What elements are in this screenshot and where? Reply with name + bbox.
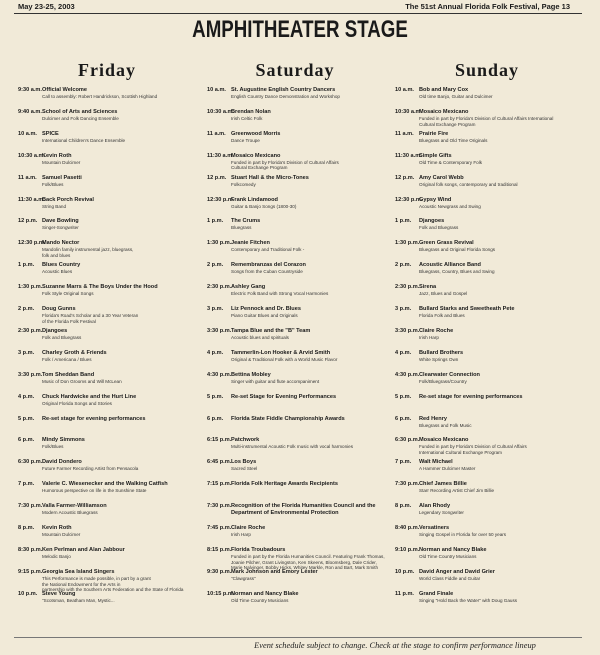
entry-time: 1 p.m. — [18, 262, 35, 269]
publication-title: The 51st Annual Florida Folk Festival, Page 13 — [405, 2, 570, 11]
entry-act-name: Djangoes — [42, 327, 68, 334]
entry-act-name: Grand Finale — [419, 590, 454, 597]
entry-description: Folk and Bluegrass — [419, 225, 459, 231]
entry-act-name: Mosaico Mexicano — [231, 152, 281, 159]
entry-description: Dulcimer and Folk Dancing Ensemble — [42, 115, 119, 121]
entry-description: Folkcomedy — [231, 181, 256, 187]
day-heading-friday: Friday — [78, 60, 136, 80]
entry-description: A Hammer Dulcimer Master — [419, 466, 476, 472]
entry-act-name: Stuart Hall & the Micro-Tones — [231, 174, 309, 181]
entry-act-name: Red Henry — [419, 415, 447, 422]
entry-act-name: Liz Pennock and Dr. Blues — [231, 306, 301, 312]
entry-description: English Country Dance Demonstration and Workshop — [231, 94, 340, 99]
entry-description: Irish Harp — [419, 334, 439, 340]
entry-description: Acoustic Newgrass and Swing — [419, 203, 481, 209]
entry-time: 6:15 p.m. — [207, 437, 232, 444]
entry-time: 8:30 p.m. — [18, 546, 43, 553]
entry-time: 10:30 a.m. — [207, 108, 235, 115]
entry-time: 2 p.m. — [18, 306, 35, 312]
entry-time: 3:30 p.m. — [395, 327, 420, 334]
entry-act-name: Samuel Pasetti — [42, 174, 82, 181]
entry-act-name: Kevin Roth — [42, 525, 72, 531]
entry-time: 11 a.m. — [207, 130, 226, 137]
entry-act-name: Frank Lindamood — [231, 196, 278, 203]
entry-time: 3 p.m. — [18, 349, 35, 356]
entry-time: 4 p.m. — [207, 349, 224, 356]
entry-description: Singing Gospel in Florida for over 50 years — [419, 532, 507, 537]
entry-act-name: Claire Roche — [419, 327, 454, 334]
entry-description: Modern Acoustic Bluegrass — [42, 510, 98, 516]
entry-act-name: Patchwork — [231, 437, 260, 444]
entry-time: 12 p.m. — [207, 174, 227, 181]
entry-description: Old time Banjo, Guitar and Dulcimer — [419, 94, 493, 99]
entry-act-name: Back Porch Revival — [42, 196, 94, 203]
entry-time: 12:30 p.m. — [207, 196, 235, 203]
entry-description: World Class Fiddle and Guitar — [419, 575, 481, 581]
entry-description: Starr Recording Artist Chief Jim Billie — [419, 488, 495, 494]
entry-description: Mandolin family instrumental jazz, bluegrass, — [42, 247, 134, 253]
entry-act-name: Suzanne Marrs & The Boys Under the Hood — [42, 284, 158, 291]
entry-act-name: David Anger and David Grier — [419, 568, 495, 575]
entry-time: 1 p.m. — [395, 218, 412, 225]
entry-time: 10:15 p.m. — [207, 590, 235, 597]
entry-description: Bluegrass, Country, Blues and Swing — [419, 269, 495, 275]
entry-time: 4 p.m. — [18, 393, 35, 400]
entry-time: 4 p.m. — [395, 349, 412, 356]
entry-description: Folk/Blues — [42, 181, 64, 187]
entry-description: Irish Harp — [231, 532, 251, 537]
entry-act-name: Georgia Sea Island Singers — [42, 568, 115, 575]
entry-description: Acoustic Blues — [42, 269, 73, 275]
entry-time: 9:15 p.m. — [18, 568, 43, 575]
entry-description: Mountain Dulcimer — [42, 532, 81, 537]
entry-act-name: Mosaico Mexicano — [419, 437, 469, 444]
entry-description: International Cultural Exchange Program — [419, 450, 502, 456]
entry-time: 3:30 p.m. — [207, 327, 232, 334]
entry-time: 12 p.m. — [395, 174, 415, 181]
entry-act-name: Re-set stage for evening performances — [419, 393, 523, 400]
entry-time: 10 a.m. — [18, 130, 37, 137]
entry-time: 7:30 p.m. — [395, 481, 420, 488]
entry-act-name: Recognition of the Florida Humanities Council and the Department of Environmental Protection — [231, 503, 376, 516]
entry-description: Future Farmer Recording Artist from Pensacola — [42, 466, 139, 472]
entry-description: Humorous perspective on life in the Sunshine State — [42, 488, 147, 494]
entry-time: 3 p.m. — [395, 306, 412, 312]
entry-time: 6 p.m. — [18, 437, 35, 444]
entry-description: Piano Guitar Blues and Originals — [231, 313, 298, 318]
entry-description: Original folk songs, contemporary and traditional — [419, 181, 518, 187]
entry-time: 6:30 p.m. — [18, 459, 43, 466]
entry-description: Jazz, Blues and Gospel — [419, 291, 468, 297]
entry-time: 6 p.m. — [207, 415, 224, 422]
day-heading-sunday: Sunday — [454, 60, 520, 80]
entry-act-name: Florida Folk Heritage Awards Recipients — [231, 481, 338, 488]
entry-description: Old Time Country Musicians — [419, 553, 477, 559]
entry-time: 11 p.m. — [395, 590, 414, 597]
entry-act-name: Sirena — [419, 284, 437, 291]
entry-description: Cultural Exchange Program — [231, 165, 288, 171]
entry-time: 10 a.m. — [395, 87, 414, 93]
entry-description: Cultural Exchange Program — [419, 121, 476, 127]
entry-time: 5 p.m. — [207, 393, 224, 400]
entry-time: 2:30 p.m. — [18, 327, 43, 334]
entry-act-name: Re-set Stage for Evening Performances — [231, 393, 337, 400]
entry-time: 7:15 p.m. — [207, 481, 232, 488]
entry-act-name: Mindy Simmons — [42, 437, 85, 444]
day-heading-saturday: Saturday — [255, 60, 335, 80]
entry-act-name: Jeanie Fitchen — [231, 240, 270, 247]
entry-description: Folk / Americana / Blues — [42, 356, 92, 362]
entry-time: 11:30 a.m. — [207, 152, 234, 159]
entry-description: Bluegrass — [231, 225, 252, 231]
entry-description: Mountain Dulcimer — [42, 159, 81, 165]
entry-description: Songs from the Cuban Countryside — [231, 269, 303, 275]
entry-time: 6 p.m. — [395, 415, 412, 422]
entry-act-name: Prairie Fire — [419, 130, 449, 137]
entry-time: 10:30 a.m. — [395, 108, 423, 115]
entry-act-name: Remembranzas del Corazon — [231, 262, 306, 269]
entry-time: 4:30 p.m. — [207, 371, 232, 378]
entry-act-name: Dave Bowling — [42, 218, 79, 225]
entry-description: Funded in part by Florida's Division of Cultural Affairs International — [419, 115, 554, 121]
entry-description: Florida's Road's Scholar and a 30 Year Veteran — [42, 313, 139, 318]
entry-time: 5 p.m. — [395, 393, 412, 400]
entry-time: 1 p.m. — [207, 218, 224, 225]
entry-act-name: Greenwood Morris — [231, 130, 281, 137]
entry-description: Original & Traditional Folk with a World Music Flavor — [231, 356, 338, 362]
entry-description: Singer-Songwriter — [42, 225, 79, 231]
entry-act-name: Chuck Hardwicke and the Hurt Line — [42, 393, 137, 400]
entry-description: Sacred Steel — [231, 466, 258, 472]
entry-act-name: Los Boys — [231, 459, 257, 466]
entry-time: 4:30 p.m. — [395, 371, 420, 378]
entry-time: 11:30 a.m. — [18, 196, 45, 203]
entry-time: 12 p.m. — [18, 218, 38, 225]
entry-time: 7 p.m. — [18, 481, 35, 488]
header-rule — [14, 13, 582, 14]
entry-time: 3 p.m. — [207, 306, 224, 312]
entry-description: Acoustic blues and spirituals — [231, 334, 289, 340]
entry-act-name: Official Welcome — [42, 87, 87, 93]
entry-description: Singing "Hold Back the Water" with Doug Gauss — [419, 597, 518, 603]
entry-description: Folk Style Original Songs — [42, 291, 94, 297]
entry-act-name: Walt Michael — [419, 459, 453, 466]
entry-time: 2:30 p.m. — [395, 284, 420, 291]
entry-act-name: Florida State Fiddle Championship Awards — [231, 415, 345, 422]
entry-time: 7:30 p.m. — [18, 503, 43, 510]
entry-act-name: Valla Farmer-Williamson — [42, 503, 107, 510]
entry-act-name: The Crums — [231, 218, 261, 225]
entry-act-name: Acoustic Alliance Band — [419, 262, 481, 269]
entry-act-name: Norman and Nancy Blake — [231, 590, 299, 597]
entry-time: 7 p.m. — [395, 459, 412, 466]
entry-time: 5 p.m. — [18, 415, 35, 422]
entry-time: 9:10 p.m. — [395, 546, 420, 553]
entry-act-name: Brendan Nolan — [231, 108, 271, 115]
entry-description: of the Florida Folk Festival — [42, 318, 96, 324]
entry-act-name: Bettina Mobley — [231, 371, 271, 378]
entry-description: folk and blues — [42, 253, 71, 259]
entry-description: Folk/Bluegrass/Country — [419, 378, 467, 384]
entry-act-name: Chief James Billie — [419, 481, 467, 488]
entry-act-name: Re-set stage for evening performances — [42, 415, 146, 422]
entry-description: Dance Troupe — [231, 137, 260, 143]
entry-act-name: St. Augustine English Country Dancers — [231, 87, 336, 93]
entry-description: the National Endowment for the Arts in — [42, 581, 121, 587]
entry-act-name: Ken Perlman and Alan Jabbour — [42, 546, 125, 553]
entry-act-name: Mosaico Mexicano — [419, 108, 469, 115]
entry-description: Funded in part by Florida's Division of Cultural Affairs — [419, 444, 527, 450]
entry-description: Funded in part by the Florida Humanities Council. Featuring Frank Thomas, — [231, 553, 385, 559]
entry-description: Folk and Bluegrass — [42, 334, 82, 340]
entry-description: Irish Celtic Folk — [231, 115, 263, 121]
entry-time: 6:45 p.m. — [207, 459, 232, 466]
entry-description: Marie Nalvinger, Bobby Hicks, Whitey Markle, Ron and Bart, Mark Smith — [231, 565, 379, 571]
entry-description: Music of Don Grooms and Will McLean — [42, 378, 122, 384]
entry-description: Singer with guitar and flute accompaniment — [231, 378, 320, 384]
entry-time: 12:30 p.m. — [18, 240, 46, 247]
entry-act-name: Valerie C. Wiesenecker and the Walking Catfish — [42, 481, 168, 488]
entry-act-name: Djangoes — [419, 218, 445, 225]
entry-time: 7:45 p.m. — [207, 525, 232, 531]
entry-description: Electric Folk Band with Strong Vocal Harmonies — [231, 291, 329, 297]
issue-date: May 23-25, 2003 — [18, 2, 75, 11]
entry-time: 8 p.m. — [18, 525, 35, 531]
entry-act-name: Kevin Roth — [42, 152, 72, 159]
entry-time: 3:30 p.m. — [18, 371, 43, 378]
entry-time: 9:30 p.m. — [207, 568, 232, 575]
entry-time: 11:30 a.m. — [395, 152, 422, 159]
entry-description: Original Florida Songs and Stories — [42, 400, 112, 406]
entry-act-name: Charley Groth & Friends — [42, 349, 107, 356]
entry-time: 9:40 a.m. — [18, 108, 42, 115]
entry-description: Bluegrass and Folk Music — [419, 422, 472, 428]
entry-act-name: SPICE — [42, 130, 59, 137]
entry-act-name: Bullard Brothers — [419, 349, 464, 356]
entry-description: Call to assembly: Robert Handrickson, Scottish Highland — [42, 94, 158, 99]
entry-description: Old Time & Contemporary Folk — [419, 159, 483, 165]
entry-time: 8:15 p.m. — [207, 546, 232, 553]
page-title: AMPHITHEATER STAGE — [192, 16, 408, 43]
entry-act-name: Amy Carol Webb — [419, 174, 464, 181]
entry-description: Legendary Songwriter — [419, 510, 464, 516]
entry-time: 7:30 p.m. — [207, 503, 232, 510]
entry-act-name: David Dondero — [42, 459, 82, 466]
entry-description: White Springs Own — [419, 356, 459, 362]
entry-time: 10 p.m. — [18, 590, 38, 597]
entry-act-name: Gypsy Wind — [419, 196, 452, 203]
entry-time: 8:40 p.m. — [395, 525, 420, 531]
entry-act-name: Norman and Nancy Blake — [419, 546, 487, 553]
entry-act-name: Tom Sheddan Band — [42, 371, 95, 378]
entry-description: Florida Folk and Blues — [419, 313, 465, 318]
schedule-disclaimer: Event schedule subject to change. Check at the stage to confirm performance lineup — [254, 641, 536, 650]
entry-time: 2 p.m. — [207, 262, 224, 269]
entry-description: Bluegrass and Old Time Originals — [419, 137, 488, 143]
entry-time: 10 p.m. — [395, 568, 415, 575]
entry-act-name: Mando Nector — [42, 240, 80, 247]
entry-act-name: Versatiners — [419, 525, 450, 531]
entry-act-name: Green Grass Revival — [419, 240, 474, 247]
entry-description: Multi-instrumental Acoustic Folk music with vocal harmonies — [231, 444, 354, 450]
entry-time: 10 a.m. — [207, 87, 226, 93]
entry-act-name: Bullard Starks and Sweetheath Pete — [419, 306, 515, 312]
entry-time: 8 p.m. — [395, 503, 412, 510]
entry-act-name: Florida Troubadours — [231, 546, 286, 553]
entry-description: Folk/Blues — [42, 444, 64, 450]
entry-time: 2:30 p.m. — [207, 284, 232, 291]
entry-description: Melodic Banjo — [42, 553, 71, 559]
entry-description: "Scotsman, Beatham Man, Mystic... — [42, 597, 115, 603]
entry-act-name: Clearwater Connection — [419, 371, 480, 378]
entry-act-name: Simple Gifts — [419, 152, 452, 159]
entry-time: 6:30 p.m. — [395, 437, 420, 444]
entry-act-name: Tampa Blue and the "B" Team — [231, 327, 311, 334]
entry-act-name: Blues Country — [42, 262, 81, 269]
entry-description: partnership with the Southern Arts Federation and the State of Florida — [42, 587, 184, 593]
entry-time: 9:30 a.m. — [18, 87, 42, 93]
entry-description: Bluegrass and Original Florida Songs — [419, 247, 496, 253]
entry-description: "Clawgrass" — [231, 575, 256, 581]
entry-act-name: Claire Roche — [231, 525, 266, 531]
entry-act-name: Alan Rhody — [419, 503, 451, 510]
entry-act-name: Bob and Mary Cox — [419, 87, 469, 93]
entry-act-name: Doug Gunns — [42, 306, 76, 312]
entry-act-name: Tammerlin-Lon Hooker & Arvid Smith — [231, 349, 331, 356]
footer-rule — [14, 637, 582, 638]
entry-description: Contemporary and Traditional Folk - — [231, 247, 305, 253]
entry-time: 1:30 p.m. — [207, 240, 232, 247]
entry-act-name: Steve Young — [42, 590, 76, 597]
entry-act-name: School of Arts and Sciences — [42, 108, 118, 115]
entry-act-name: Mark Johnson and Emory Lester — [231, 568, 318, 575]
entry-description: Funded in part by Florida's Division of Cultural Affairs — [231, 159, 339, 165]
entry-description: This Performance is made possible, in part by a grant — [42, 575, 151, 581]
entry-description: International Children's Dance Ensemble — [42, 137, 126, 143]
entry-act-name: Ashley Gang — [231, 284, 266, 291]
entry-description: Joanie Pilcher, Grant Livingston, Ken Skeens, Bloomsberg, Dale Crider, — [231, 559, 377, 565]
entry-time: 11 a.m. — [18, 174, 37, 181]
entry-time: 1:30 p.m. — [18, 284, 43, 291]
entry-time: 2 p.m. — [395, 262, 412, 269]
entry-time: 11 a.m. — [395, 130, 414, 137]
entry-time: 12:30 p.m. — [395, 196, 423, 203]
entry-description: Guitar & Banjo Songs (1800-30) — [231, 203, 297, 209]
entry-description: Old Time Country Musicians — [231, 597, 289, 603]
entry-description: String Band — [42, 203, 67, 209]
entry-time: 10:30 a.m. — [18, 152, 46, 159]
entry-time: 1:30 p.m. — [395, 240, 420, 247]
